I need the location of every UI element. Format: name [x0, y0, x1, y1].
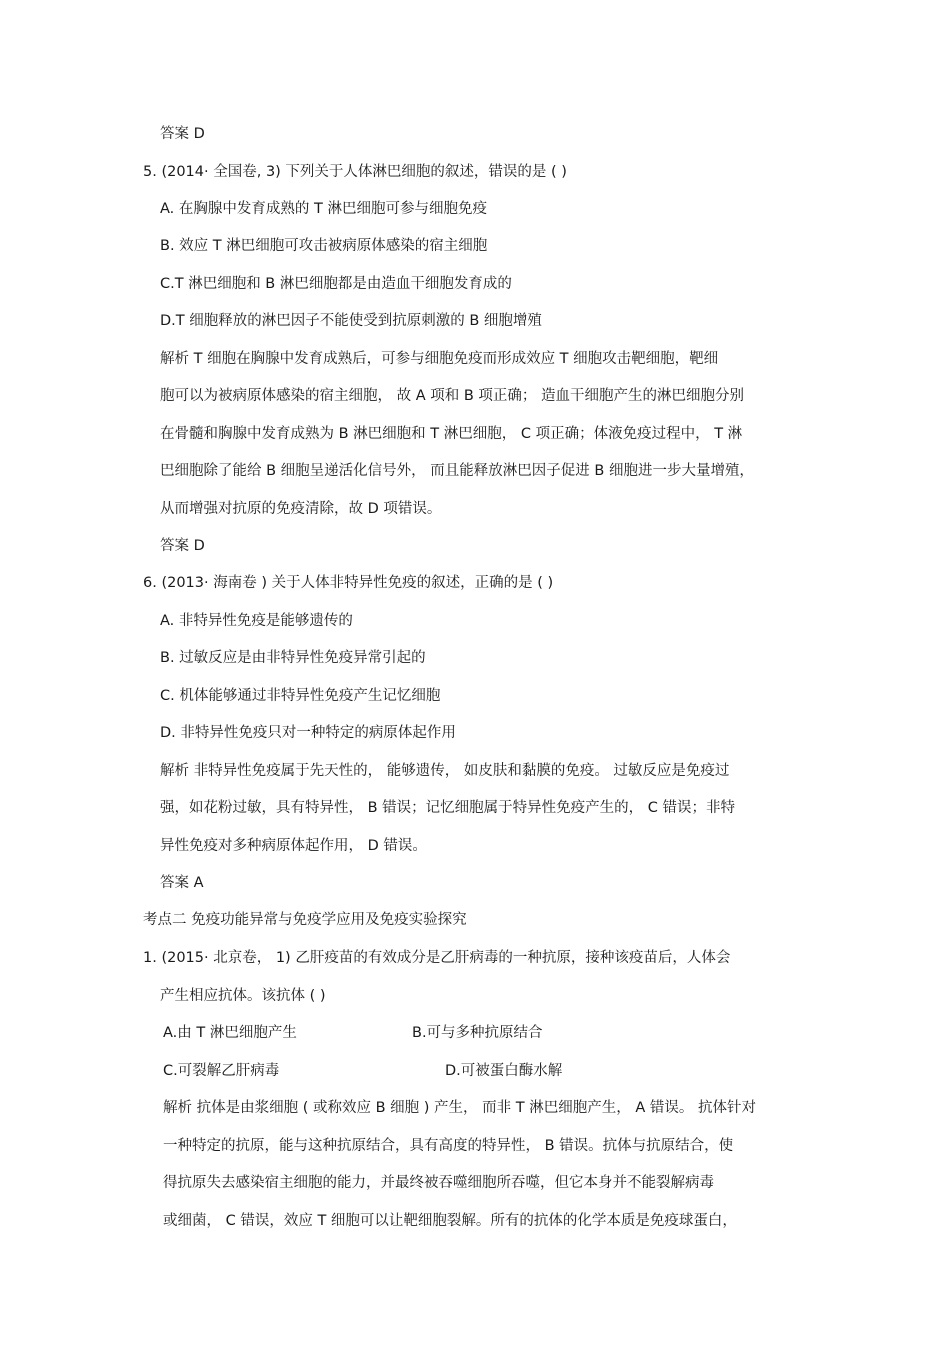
option-b: B. 效应 T 淋巴细胞可攻击被病原体感染的宿主细胞 — [160, 238, 488, 254]
option-a: A. 在胸腺中发育成熟的 T 淋巴细胞可参与细胞免疫 — [160, 201, 487, 217]
answer-label: 答案 D — [160, 126, 205, 142]
question-1-continued: 产生相应抗体。该抗体 ( ) — [160, 988, 326, 1004]
analysis-text: 解析 抗体是由浆细胞 ( 或称效应 B 细胞 ) 产生， 而非 T 淋巴细胞产生， A 错误。 抗体针对 — [163, 1100, 756, 1116]
option-c: C. 机体能够通过非特异性免疫产生记忆细胞 — [160, 688, 441, 704]
analysis-text: 一种特定的抗原，能与这种抗原结合，具有高度的特异性， B 错误。抗体与抗原结合，使 — [163, 1138, 734, 1154]
question-6: 6. (2013· 海南卷 ) 关于人体非特异性免疫的叙述，正确的是 ( ) — [143, 575, 554, 591]
analysis-text: 在骨髓和胸腺中发育成熟为 B 淋巴细胞和 T 淋巴细胞， C 项正确；体液免疫过程中， T 淋 — [160, 426, 743, 442]
analysis-text: 得抗原失去感染宿主细胞的能力，并最终被吞噬细胞所吞噬，但它本身并不能裂解病毒 — [163, 1175, 714, 1191]
option-d: D.T 细胞释放的淋巴因子不能使受到抗原刺激的 B 细胞增殖 — [160, 313, 542, 329]
option-c: C.可裂解乙肝病毒 — [163, 1063, 280, 1079]
answer-label: 答案 A — [160, 875, 204, 891]
option-b: B. 过敏反应是由非特异性免疫异常引起的 — [160, 650, 426, 666]
analysis-text: 从而增强对抗原的免疫清除，故 D 项错误。 — [160, 501, 442, 517]
analysis-text: 胞可以为被病原体感染的宿主细胞， 故 A 项和 B 项正确； 造血干细胞产生的淋巴细胞分别 — [160, 388, 745, 404]
section-heading: 考点二 免疫功能异常与免疫学应用及免疫实验探究 — [143, 912, 467, 928]
option-c: C.T 淋巴细胞和 B 淋巴细胞都是由造血干细胞发育成的 — [160, 276, 512, 292]
option-a: A.由 T 淋巴细胞产生 — [163, 1025, 297, 1041]
analysis-text: 强，如花粉过敏，具有特异性， B 错误；记忆细胞属于特异性免疫产生的， C 错误；非特 — [160, 800, 736, 816]
analysis-text: 解析 T 细胞在胸腺中发育成熟后，可参与细胞免疫而形成效应 T 细胞攻击靶细胞，靶细 — [160, 351, 719, 367]
option-a: A. 非特异性免疫是能够遗传的 — [160, 613, 353, 629]
question-5: 5. (2014· 全国卷, 3) 下列关于人体淋巴细胞的叙述，错误的是 ( ) — [143, 164, 567, 180]
answer-label: 答案 D — [160, 538, 205, 554]
analysis-text: 异性免疫对多种病原体起作用， D 错误。 — [160, 838, 427, 854]
analysis-text: 巴细胞除了能给 B 细胞呈递活化信号外， 而且能释放淋巴因子促进 B 细胞进一步大量增殖， — [160, 463, 754, 479]
option-d: D. 非特异性免疫只对一种特定的病原体起作用 — [160, 725, 456, 741]
analysis-text: 或细菌， C 错误，效应 T 细胞可以让靶细胞裂解。所有的抗体的化学本质是免疫球蛋白， — [163, 1213, 737, 1229]
analysis-text: 解析 非特异性免疫属于先天性的， 能够遗传， 如皮肤和黏膜的免疫。 过敏反应是免疫过 — [160, 763, 730, 779]
question-1: 1. (2015· 北京卷， 1) 乙肝疫苗的有效成分是乙肝病毒的一种抗原，接种该疫苗后，人体会 — [143, 950, 731, 966]
option-b: B.可与多种抗原结合 — [412, 1025, 543, 1041]
option-d: D.可被蛋白酶水解 — [445, 1063, 563, 1079]
